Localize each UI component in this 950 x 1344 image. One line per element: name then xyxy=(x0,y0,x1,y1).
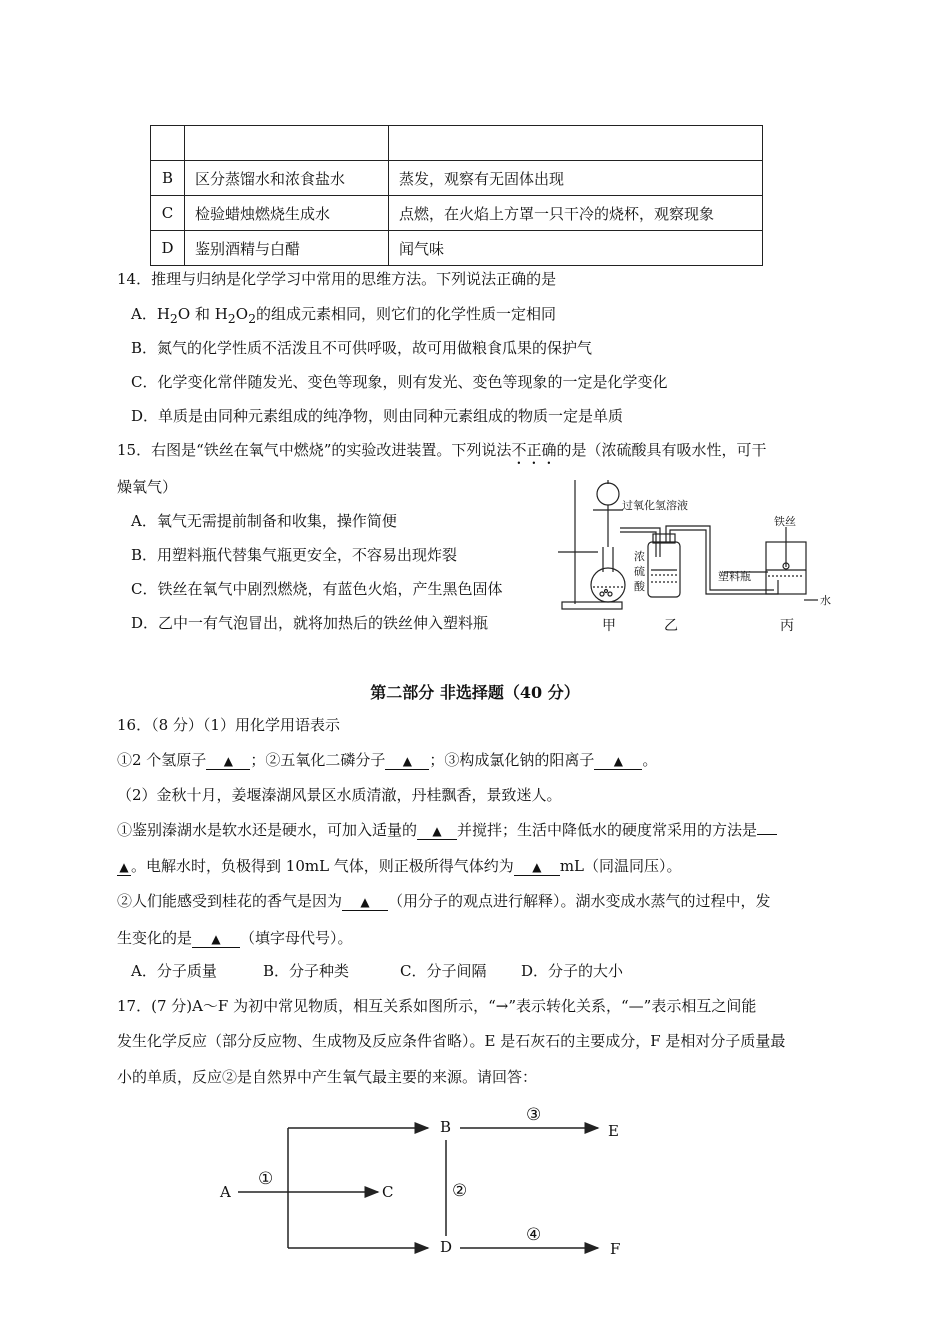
reaction-4-label: ④ xyxy=(526,1225,542,1245)
triangle-icon: ▲ xyxy=(402,754,412,768)
node-f: F xyxy=(610,1240,621,1258)
answer-blank[interactable] xyxy=(342,892,388,911)
table-cell xyxy=(185,126,389,161)
table-row xyxy=(151,196,763,231)
label-yi: 乙 xyxy=(664,618,678,634)
table-cell: 区分蒸馏水和浓食盐水 xyxy=(185,161,389,196)
label-h2o2: 过氧化氢溶液 xyxy=(622,499,688,512)
table-cell: D xyxy=(151,231,185,266)
part2-title: 第二部分 非选择题（40 分） xyxy=(370,683,580,702)
q16-l2d: 。 xyxy=(642,751,658,769)
q16-line3: （2）金秋十月，姜堰溱湖风景区水质清澈，丹桂飘香，景致迷人。 xyxy=(117,786,562,804)
q16-option-b: B．分子种类 xyxy=(263,962,350,980)
label-acid-2: 硫 xyxy=(634,565,645,578)
q16-l6a: ②人们能感受到桂花的香气是因为 xyxy=(117,892,343,910)
q16-l2c: ；③构成氯化钠的阳离子 xyxy=(429,751,595,769)
q16-option-c: C．分子间隔 xyxy=(400,962,487,980)
triangle-icon: ▲ xyxy=(223,754,233,768)
q16-l2b: ；②五氧化二磷分子 xyxy=(250,751,386,769)
q17-line1: 17．(7 分)A～F 为初中常见物质，相互关系如图所示，“→”表示转化关系，“—”表示相互之间能 xyxy=(117,997,757,1015)
q17-line2: 发生化学反应（部分反应物、生成物及反应条件省略）。E 是石灰石的主要成分，F 是相对分子质量最 xyxy=(117,1032,786,1050)
q16-line2 xyxy=(117,749,657,770)
apparatus-figure xyxy=(548,472,848,637)
triangle-icon: ▲ xyxy=(211,932,221,946)
table-row xyxy=(151,231,763,266)
q16-l5b: 。电解水时，负极得到 10mL 气体，则正极所得气体约为 xyxy=(131,857,514,875)
node-d: D xyxy=(440,1238,453,1256)
label-acid-3: 酸 xyxy=(634,580,645,593)
label-acid-1: 浓 xyxy=(634,550,645,563)
q16-line1: 16．（8 分）（1）用化学用语表示 xyxy=(117,716,340,734)
table-cell xyxy=(389,126,763,161)
q16-l4a: ①鉴别溱湖水是软水还是硬水，可加入适量的 xyxy=(117,821,418,839)
label-water: 水 xyxy=(820,594,831,607)
q14-option-a xyxy=(131,303,556,326)
triangle-icon: ▲ xyxy=(119,860,129,874)
q14-a-post: 的组成元素相同，则它们的化学性质一定相同 xyxy=(256,305,557,323)
q16-line6 xyxy=(117,890,771,911)
answer-blank[interactable] xyxy=(417,821,457,840)
q16-line5 xyxy=(117,855,682,876)
q15-option-b: B．用塑料瓶代替集气瓶更安全，不容易出现炸裂 xyxy=(131,546,458,564)
q15-stem-emphasis: 不正确 xyxy=(511,441,557,459)
q14-option-d: D．单质是由同种元素组成的纯净物，则由同种元素组成的物质一定是单质 xyxy=(131,407,624,425)
label-bottle: 塑料瓶 xyxy=(718,570,751,583)
table-cell: 闻气味 xyxy=(389,231,763,266)
reaction-3-label: ③ xyxy=(526,1105,542,1125)
table-row xyxy=(151,126,763,161)
node-e: E xyxy=(608,1122,619,1140)
answer-blank[interactable] xyxy=(514,857,560,876)
answer-blank[interactable] xyxy=(594,751,642,770)
reaction-1-label: ① xyxy=(258,1169,274,1189)
q15-stem-line2: 燥氧气） xyxy=(117,478,178,496)
q16-option-a: A．分子质量 xyxy=(131,962,217,980)
q15-stem-pre: 15．右图是“铁丝在氧气中燃烧”的实验改进装置。下列说法 xyxy=(117,441,512,459)
q14-option-c: C．化学变化常伴随发光、变色等现象，则有发光、变色等现象的一定是化学变化 xyxy=(131,373,668,391)
q15-stem-post: 的是（浓硫酸具有吸水性，可干 xyxy=(556,441,767,459)
q14-a-pre: A．H xyxy=(131,305,170,323)
q14-stem: 14．推理与归纳是化学学习中常用的思维方法。下列说法正确的是 xyxy=(117,270,557,288)
q16-line4 xyxy=(117,819,777,840)
triangle-icon: ▲ xyxy=(360,895,370,909)
q16-l6b: （用分子的观点进行解释）。湖水变成水蒸气的过程中，发 xyxy=(388,892,771,910)
table-cell: 点燃，在火焰上方罩一只干冷的烧杯，观察现象 xyxy=(389,196,763,231)
triangle-icon: ▲ xyxy=(613,754,623,768)
table-cell: 检验蜡烛燃烧生成水 xyxy=(185,196,389,231)
q15-option-a: A．氧气无需提前制备和收集，操作简便 xyxy=(131,512,397,530)
q16-line7 xyxy=(117,927,353,948)
q16-option-d: D．分子的大小 xyxy=(521,962,624,980)
table-cell xyxy=(151,126,185,161)
q16-l7a: 生变化的是 xyxy=(117,929,193,947)
q14-a-sub3: 2 xyxy=(248,311,257,326)
label-bing: 丙 xyxy=(780,618,794,634)
q16-l7b: （填字母代号）。 xyxy=(240,929,353,947)
q16-l2a: ①2 个氢原子 xyxy=(117,751,207,769)
node-c: C xyxy=(382,1183,394,1201)
triangle-icon: ▲ xyxy=(432,824,442,838)
q14-a-mid2: O xyxy=(235,305,249,323)
q16-l4b: 并搅拌；生活中降低水的硬度常采用的方法是 xyxy=(457,821,758,839)
reaction-2-label: ② xyxy=(452,1181,468,1201)
answer-blank[interactable] xyxy=(206,751,250,770)
table-row xyxy=(151,161,763,196)
experiment-table xyxy=(150,125,763,266)
q14-a-sub2: 2 xyxy=(227,311,236,326)
q14-a-sub1: 2 xyxy=(169,311,178,326)
node-b: B xyxy=(440,1118,452,1136)
reaction-diagram xyxy=(200,1100,640,1270)
q16-l5c: mL（同温同压）。 xyxy=(559,857,682,875)
node-a: A xyxy=(220,1183,231,1201)
table-cell: 蒸发，观察有无固体出现 xyxy=(389,161,763,196)
answer-blank[interactable] xyxy=(757,834,777,835)
table-cell: C xyxy=(151,196,185,231)
label-jia: 甲 xyxy=(602,618,616,634)
q14-option-b: B．氮气的化学性质不活泼且不可供呼吸，故可用做粮食瓜果的保护气 xyxy=(131,339,593,357)
table-cell: 鉴别酒精与白醋 xyxy=(185,231,389,266)
q14-a-mid: O 和 H xyxy=(177,305,228,323)
table-cell: B xyxy=(151,161,185,196)
q15-stem xyxy=(117,439,766,468)
label-iron: 铁丝 xyxy=(774,515,796,528)
triangle-icon: ▲ xyxy=(532,860,542,874)
q15-option-c: C．铁丝在氧气中剧烈燃烧，有蓝色火焰，产生黑色固体 xyxy=(131,580,503,598)
answer-blank[interactable] xyxy=(385,751,429,770)
q15-option-d: D．乙中一有气泡冒出，就将加热后的铁丝伸入塑料瓶 xyxy=(131,614,489,632)
answer-blank[interactable] xyxy=(117,857,131,876)
answer-blank[interactable] xyxy=(192,929,240,948)
q17-line3: 小的单质，反应②是自然界中产生氧气最主要的来源。请回答： xyxy=(117,1068,538,1086)
